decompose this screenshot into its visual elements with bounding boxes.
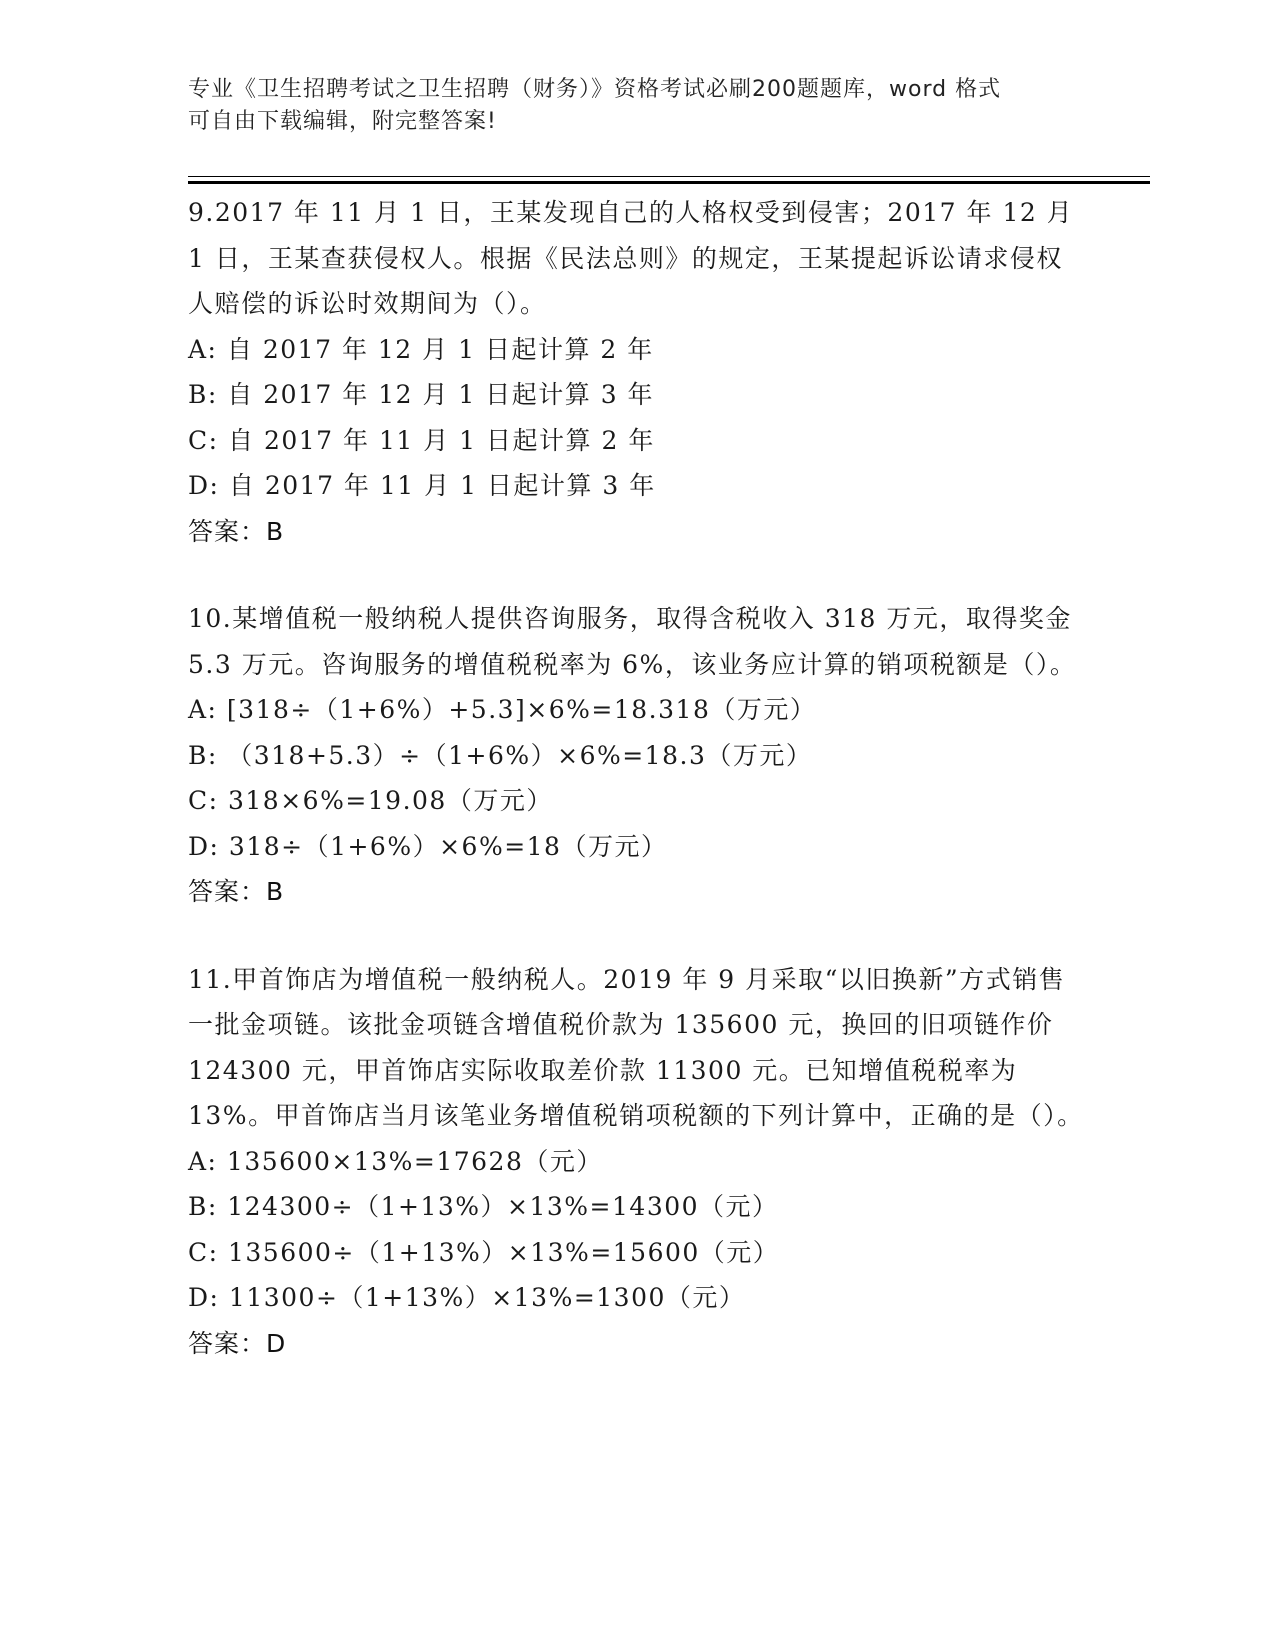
question-item	[188, 190, 1088, 554]
header-title-line-1: 专业《卫生招聘考试之卫生招聘（财务）》资格考试必刷200题题库，word 格式	[188, 77, 1002, 102]
option-d: D: 自 2017 年 11 月 1 日起计算 3 年	[188, 471, 656, 500]
header-divider-thin	[188, 176, 1150, 177]
option-b: B: 124300÷（1+13%）×13%=14300（元）	[188, 1192, 779, 1221]
header-divider-thick	[188, 181, 1150, 184]
option-b: B: （318+5.3）÷（1+6%）×6%=18.3（万元）	[188, 740, 813, 770]
option-a: A: 自 2017 年 12 月 1 日起计算 2 年	[188, 334, 654, 364]
option-b: B: 自 2017 年 12 月 1 日起计算 3 年	[188, 380, 655, 409]
question-text: 10.某增值税一般纳税人提供咨询服务，取得含税收入 318 万元，取得奖金 5.3 万元。咨询服务的增值税税率为 6%，该业务应计算的销项税额是（）。	[188, 604, 1077, 679]
answer-label: 答案：B	[188, 877, 285, 906]
answer-label: 答案：B	[188, 516, 285, 546]
question-item	[188, 596, 1088, 915]
document-header	[188, 74, 1088, 138]
option-c: C: 318×6%=19.08（万元）	[188, 786, 553, 815]
question-text: 11.甲首饰店为增值税一般纳税人。2019 年 9 月采取“以旧换新”方式销售一批金项链。该批金项链含增值税价款为 135600 元，换回的旧项链作价 124300 元，甲首饰店实际收取差价款 11300 元。已知增值税税率为 13%。甲首饰店当月该笔业务增值税销项税额的下列计算中，正确的是（）。	[188, 964, 1084, 1130]
option-d: D: 11300÷（1+13%）×13%=1300（元）	[188, 1283, 746, 1312]
option-a: A: 135600×13%=17628（元）	[188, 1146, 603, 1176]
question-text: 9.2017 年 11 月 1 日，王某发现自己的人格权受到侵害；2017 年 12 月 1 日，王某查获侵权人。根据《民法总则》的规定，王某提起诉讼请求侵权人赔偿的诉讼时效期间为（）。	[188, 198, 1074, 318]
question-list	[188, 190, 1088, 1408]
option-a: A: [318÷（1+6%）+5.3]×6%=18.318（万元）	[188, 695, 817, 724]
answer-label: 答案：D	[188, 1328, 287, 1358]
header-title-line-2: 可自由下载编辑，附完整答案!	[188, 109, 497, 134]
question-item	[188, 957, 1088, 1367]
option-c: C: 自 2017 年 11 月 1 日起计算 2 年	[188, 425, 655, 455]
option-c: C: 135600÷（1+13%）×13%=15600（元）	[188, 1237, 780, 1267]
option-d: D: 318÷（1+6%）×6%=18（万元）	[188, 831, 668, 861]
